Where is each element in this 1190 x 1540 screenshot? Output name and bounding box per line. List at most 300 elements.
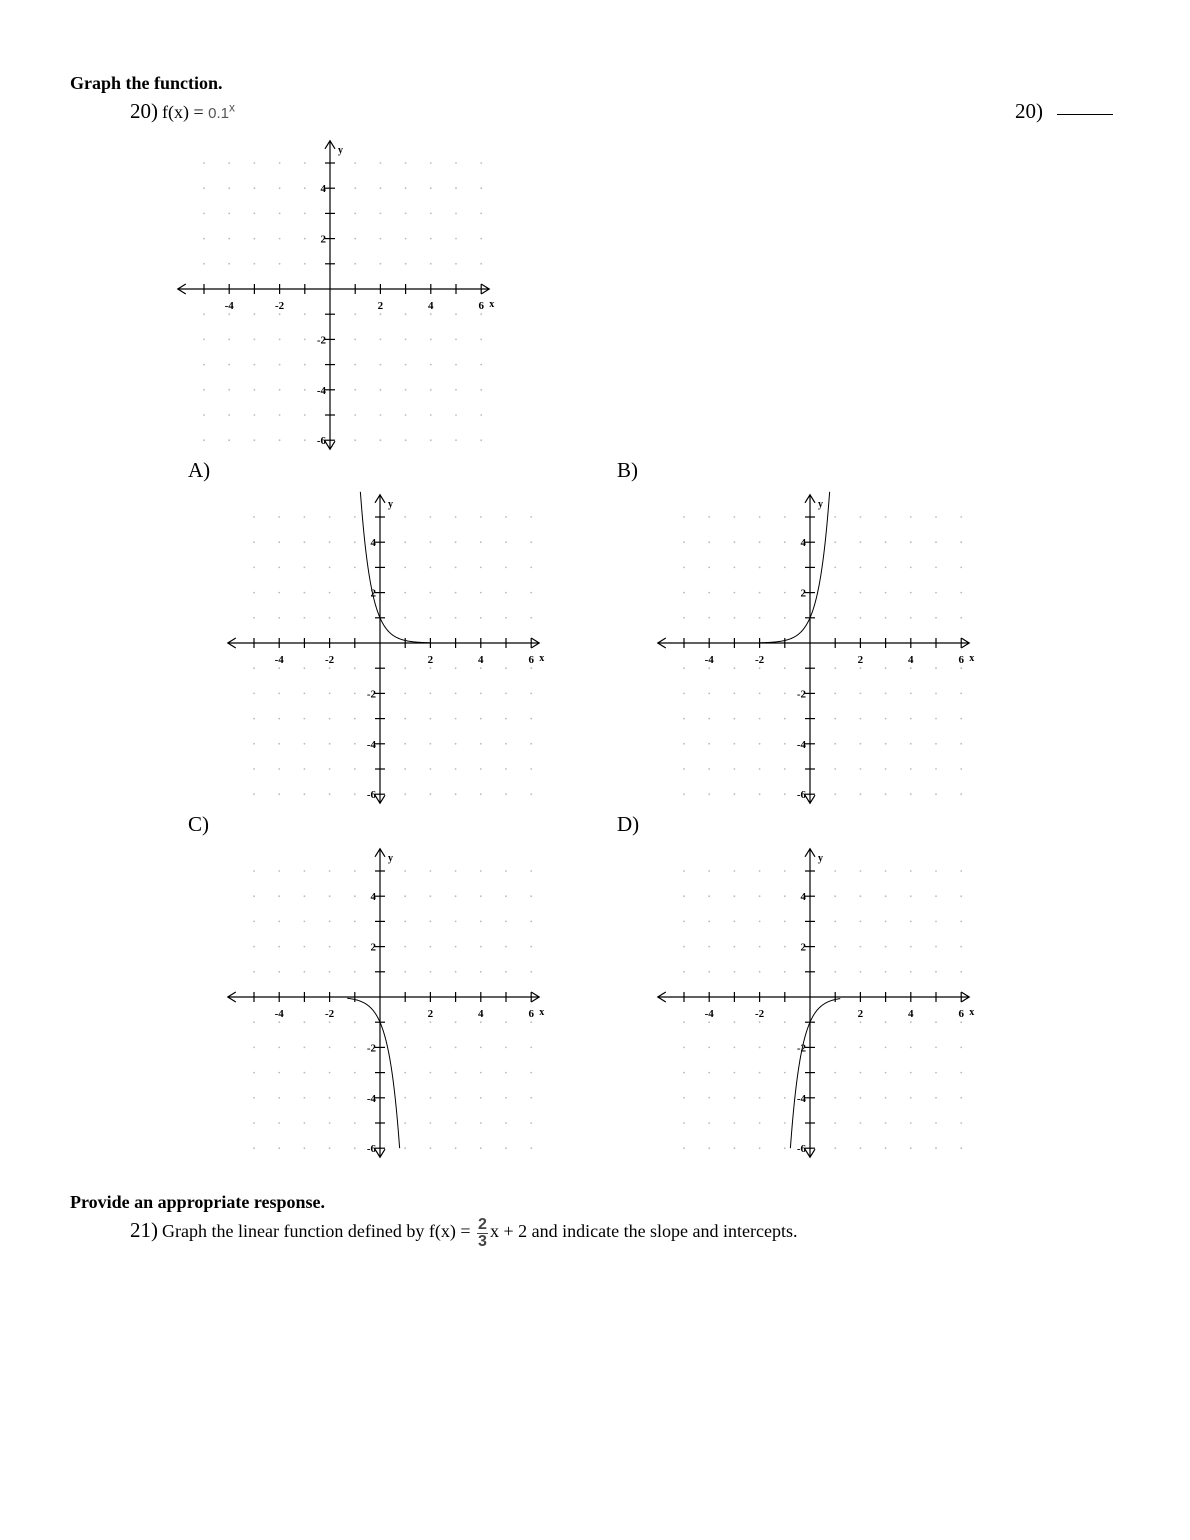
graph-choice-a[interactable] (200, 475, 560, 815)
grid-dot (505, 1147, 507, 1149)
grid-dot (254, 238, 256, 240)
grid-dot (405, 439, 407, 441)
grid-dot (430, 541, 432, 543)
grid-dot (784, 1122, 786, 1124)
grid-dot (734, 516, 736, 518)
grid-dot (455, 592, 457, 594)
grid-dot (253, 895, 255, 897)
x-tick-label: 4 (908, 654, 914, 666)
grid-dot (683, 971, 685, 973)
grid-dot (405, 339, 407, 341)
question-text-end: x + 2 and indicate the slope and intercepts. (489, 1221, 798, 1242)
grid-dot (480, 1122, 482, 1124)
grid-dot (885, 895, 887, 897)
grid-dot (530, 567, 532, 569)
grid-dot (329, 541, 331, 543)
grid-dot (885, 617, 887, 619)
grid-dot (960, 1021, 962, 1023)
grid-dot (480, 1097, 482, 1099)
grid-dot (734, 793, 736, 795)
grid-dot (935, 946, 937, 948)
grid-dot (759, 1147, 761, 1149)
x-tick-label: 2 (857, 654, 864, 666)
grid-dot (430, 667, 432, 669)
grid-dot (530, 693, 532, 695)
grid-dot (380, 162, 382, 164)
grid-dot (304, 414, 306, 416)
grid-dot (505, 718, 507, 720)
grid-dot (834, 718, 836, 720)
grid-dot (354, 793, 356, 795)
grid-dot (278, 516, 280, 518)
grid-dot (759, 1047, 761, 1049)
grid-dot (734, 567, 736, 569)
grid-dot (960, 617, 962, 619)
grid-dot (683, 1021, 685, 1023)
grid-dot (759, 592, 761, 594)
grid-dot (455, 1147, 457, 1149)
grid-dot (935, 1122, 937, 1124)
grid-dot (734, 921, 736, 923)
grid-dot (860, 921, 862, 923)
grid-dot (784, 971, 786, 973)
grid-dot (354, 364, 356, 366)
grid-dot (960, 946, 962, 948)
grid-dot (480, 389, 482, 391)
grid-dot (329, 516, 331, 518)
grid-dot (834, 1047, 836, 1049)
grid-dot (910, 768, 912, 770)
y-axis-label: y (818, 852, 823, 864)
grid-dot (480, 213, 482, 215)
grid-dot (203, 313, 205, 315)
grid-dot (834, 743, 836, 745)
y-tick-label: -4 (796, 1092, 806, 1105)
grid-dot (304, 592, 306, 594)
grid-dot (304, 187, 306, 189)
grid-dot (354, 1122, 356, 1124)
y-tick-label: -2 (316, 334, 326, 347)
grid-dot (834, 1072, 836, 1074)
grid-dot (708, 946, 710, 948)
grid-dot (784, 617, 786, 619)
grid-dot (304, 567, 306, 569)
grid-dot (784, 592, 786, 594)
grid-dot (354, 921, 356, 923)
y-tick-label: -4 (366, 1092, 376, 1105)
grid-dot (430, 946, 432, 948)
grid-dot (430, 414, 432, 416)
grid-dot (860, 617, 862, 619)
grid-dot (203, 339, 205, 341)
grid-dot (683, 743, 685, 745)
y-tick-label: 2 (370, 941, 376, 954)
grid-dot (505, 693, 507, 695)
grid-dot (304, 743, 306, 745)
grid-dot (834, 1147, 836, 1149)
grid-dot (278, 1021, 280, 1023)
grid-dot (354, 1047, 356, 1049)
grid-dot (505, 1097, 507, 1099)
grid-dot (430, 339, 432, 341)
choice-label-b[interactable]: B) (617, 458, 638, 482)
grid-dot (683, 592, 685, 594)
grid-dot (860, 895, 862, 897)
grid-dot (304, 213, 306, 215)
grid-dot (885, 693, 887, 695)
grid-dot (960, 1097, 962, 1099)
grid-dot (380, 313, 382, 315)
grid-dot (960, 1047, 962, 1049)
grid-dot (960, 1147, 962, 1149)
grid-dot (278, 768, 280, 770)
grid-dot (480, 793, 482, 795)
grid-dot (860, 718, 862, 720)
grid-dot (683, 1047, 685, 1049)
grid-dot (405, 263, 407, 265)
grid-dot (885, 1122, 887, 1124)
y-tick-label: 2 (800, 587, 806, 600)
grid-dot (734, 617, 736, 619)
choice-label-d[interactable]: D) (617, 812, 640, 836)
grid-dot (253, 617, 255, 619)
grid-dot (304, 971, 306, 973)
grid-dot (304, 1072, 306, 1074)
answer-number: 20) (1015, 99, 1043, 123)
grid-dot (480, 364, 482, 366)
grid-dot (480, 617, 482, 619)
graph-choice-b[interactable] (630, 475, 990, 815)
grid-dot (253, 921, 255, 923)
grid-dot (759, 516, 761, 518)
grid-dot (405, 389, 407, 391)
choice-label-a[interactable]: A) (188, 458, 211, 482)
x-tick-label: 4 (478, 1008, 484, 1020)
grid-dot (228, 263, 230, 265)
grid-dot (834, 793, 836, 795)
grid-dot (734, 541, 736, 543)
x-tick-label: -2 (755, 1008, 765, 1020)
grid-dot (530, 768, 532, 770)
grid-dot (960, 743, 962, 745)
grid-dot (480, 162, 482, 164)
grid-dot (708, 743, 710, 745)
grid-dot (734, 971, 736, 973)
grid-dot (860, 870, 862, 872)
grid-dot (885, 1072, 887, 1074)
grid-dot (455, 870, 457, 872)
y-axis-label: y (338, 144, 343, 156)
function-exponent: x (229, 100, 235, 115)
grid-dot (329, 1097, 331, 1099)
grid-dot (683, 1147, 685, 1149)
y-tick-label: -2 (796, 688, 806, 701)
grid-dot (354, 718, 356, 720)
grid-dot (834, 1097, 836, 1099)
grid-dot (530, 946, 532, 948)
grid-dot (910, 592, 912, 594)
grid-dot (530, 1072, 532, 1074)
graph-choice-d[interactable] (630, 828, 990, 1168)
grid-dot (455, 263, 457, 265)
grid-dot (530, 592, 532, 594)
grid-dot (530, 895, 532, 897)
grid-dot (860, 693, 862, 695)
grid-dot (278, 592, 280, 594)
grid-dot (784, 793, 786, 795)
choice-label-c[interactable]: C) (188, 812, 209, 836)
grid-dot (278, 718, 280, 720)
grid-dot (304, 921, 306, 923)
grid-dot (910, 541, 912, 543)
x-tick-label: 6 (958, 1008, 964, 1020)
grid-dot (455, 339, 457, 341)
grid-dot (354, 971, 356, 973)
grid-dot (354, 743, 356, 745)
grid-dot (254, 364, 256, 366)
grid-dot (935, 768, 937, 770)
grid-dot (834, 768, 836, 770)
grid-dot (404, 870, 406, 872)
grid-dot (935, 1097, 937, 1099)
grid-dot (405, 162, 407, 164)
grid-dot (910, 567, 912, 569)
grid-dot (304, 439, 306, 441)
grid-dot (505, 667, 507, 669)
grid-dot (354, 870, 356, 872)
grid-dot (505, 895, 507, 897)
grid-dot (935, 971, 937, 973)
grid-dot (480, 870, 482, 872)
grid-dot (708, 1097, 710, 1099)
grid-dot (304, 1097, 306, 1099)
grid-dot (505, 870, 507, 872)
grid-dot (253, 870, 255, 872)
grid-dot (530, 870, 532, 872)
grid-dot (380, 187, 382, 189)
grid-dot (455, 971, 457, 973)
grid-dot (530, 1021, 532, 1023)
grid-dot (304, 1021, 306, 1023)
grid-dot (279, 339, 281, 341)
grid-dot (708, 516, 710, 518)
y-tick-label: -6 (366, 789, 376, 802)
grid-dot (404, 541, 406, 543)
grid-dot (885, 516, 887, 518)
grid-dot (784, 718, 786, 720)
answer-blank-20 (1015, 99, 1113, 124)
grid-dot (505, 921, 507, 923)
grid-dot (278, 971, 280, 973)
grid-dot (380, 389, 382, 391)
grid-dot (834, 617, 836, 619)
grid-dot (329, 743, 331, 745)
grid-dot (480, 339, 482, 341)
grid-dot (734, 1021, 736, 1023)
grid-dot (228, 414, 230, 416)
grid-dot (278, 567, 280, 569)
grid-dot (203, 439, 205, 441)
grid-dot (960, 718, 962, 720)
grid-dot (304, 895, 306, 897)
grid-dot (304, 1147, 306, 1149)
grid-dot (759, 971, 761, 973)
y-tick-label: -6 (316, 435, 326, 448)
grid-dot (455, 187, 457, 189)
grid-dot (455, 516, 457, 518)
grid-dot (404, 1122, 406, 1124)
y-axis-label: y (388, 852, 393, 864)
x-tick-label: 4 (428, 300, 434, 312)
grid-dot (304, 339, 306, 341)
grid-dot (935, 793, 937, 795)
grid-dot (860, 1047, 862, 1049)
function-prefix: f(x) = (162, 102, 209, 122)
grid-dot (430, 921, 432, 923)
grid-dot (430, 439, 432, 441)
grid-dot (304, 238, 306, 240)
grid-dot (784, 946, 786, 948)
y-tick-label: -2 (366, 1042, 376, 1055)
grid-dot (253, 1147, 255, 1149)
grid-dot (354, 339, 356, 341)
section-heading-response: Provide an appropriate response. (70, 1192, 326, 1212)
grid-dot (683, 793, 685, 795)
grid-dot (354, 187, 356, 189)
grid-dot (734, 895, 736, 897)
grid-dot (935, 541, 937, 543)
grid-dot (480, 1072, 482, 1074)
grid-dot (784, 567, 786, 569)
grid-dot (885, 592, 887, 594)
grid-dot (354, 389, 356, 391)
grid-dot (329, 718, 331, 720)
grid-dot (430, 313, 432, 315)
grid-dot (910, 1047, 912, 1049)
grid-dot (380, 364, 382, 366)
y-tick-label: 2 (800, 941, 806, 954)
grid-dot (480, 946, 482, 948)
grid-dot (455, 693, 457, 695)
grid-dot (960, 921, 962, 923)
grid-dot (885, 718, 887, 720)
grid-dot (455, 895, 457, 897)
grid-dot (834, 946, 836, 948)
x-tick-label: -4 (704, 654, 714, 666)
grid-dot (304, 946, 306, 948)
grid-dot (935, 693, 937, 695)
x-tick-label: -4 (274, 654, 284, 666)
grid-dot (278, 667, 280, 669)
grid-dot (254, 439, 256, 441)
grid-dot (834, 1021, 836, 1023)
grid-dot (253, 541, 255, 543)
grid-dot (253, 1122, 255, 1124)
y-tick-label: 2 (370, 587, 376, 600)
grid-dot (935, 1147, 937, 1149)
grid-dot (254, 187, 256, 189)
grid-dot (708, 718, 710, 720)
grid-dot (404, 592, 406, 594)
grid-dot (404, 921, 406, 923)
fraction-numerator: 2 (478, 1216, 487, 1233)
grid-dot (404, 1021, 406, 1023)
y-tick-label: -6 (366, 1143, 376, 1156)
grid-dot (834, 895, 836, 897)
grid-dot (885, 921, 887, 923)
grid-dot (683, 567, 685, 569)
grid-dot (254, 162, 256, 164)
grid-dot (708, 1072, 710, 1074)
x-tick-label: 2 (857, 1008, 864, 1020)
grid-dot (860, 1147, 862, 1149)
grid-dot (455, 718, 457, 720)
grid-dot (329, 870, 331, 872)
grid-dot (708, 768, 710, 770)
grid-dot (253, 793, 255, 795)
grid-dots (683, 870, 962, 1149)
question-text-start: Graph the linear function defined by f(x) = (162, 1221, 476, 1242)
y-tick-label: 2 (320, 233, 326, 246)
grid-dot (253, 768, 255, 770)
grid-dot (834, 1122, 836, 1124)
grid-dot (708, 1047, 710, 1049)
grid-dot (885, 946, 887, 948)
grid-dot (910, 1097, 912, 1099)
x-tick-label: -4 (224, 300, 234, 312)
x-tick-label: 6 (958, 654, 964, 666)
grid-dot (860, 1097, 862, 1099)
grid-dot (759, 743, 761, 745)
grid-dot (430, 389, 432, 391)
grid-dot (329, 946, 331, 948)
grid-dot (834, 541, 836, 543)
grid-dot (759, 567, 761, 569)
grid-dot (759, 921, 761, 923)
grid-dot (404, 1072, 406, 1074)
grid-dot (278, 921, 280, 923)
grid-dot (480, 971, 482, 973)
grid-dot (254, 414, 256, 416)
grid-dot (683, 1072, 685, 1074)
grid-dot (935, 516, 937, 518)
grid-dot (228, 187, 230, 189)
grid-dot (455, 793, 457, 795)
grid-dot (354, 895, 356, 897)
grid-dot (430, 1147, 432, 1149)
grid-dot (530, 667, 532, 669)
grid-dot (430, 870, 432, 872)
grid-dot (834, 971, 836, 973)
grid-dots (683, 516, 962, 795)
grid-dot (278, 895, 280, 897)
grid-dot (935, 592, 937, 594)
grid-dot (455, 768, 457, 770)
grid-dot (404, 516, 406, 518)
grid-dot (530, 743, 532, 745)
answer-line[interactable] (1057, 114, 1113, 115)
grid-dot (480, 313, 482, 315)
grid-dot (960, 516, 962, 518)
grid-dot (505, 592, 507, 594)
grid-dot (430, 1097, 432, 1099)
graph-choice-c[interactable] (200, 828, 560, 1168)
grid-dot (480, 768, 482, 770)
grid-dot (430, 1021, 432, 1023)
grid-dot (759, 541, 761, 543)
grid-dot (455, 162, 457, 164)
grid-dot (505, 793, 507, 795)
